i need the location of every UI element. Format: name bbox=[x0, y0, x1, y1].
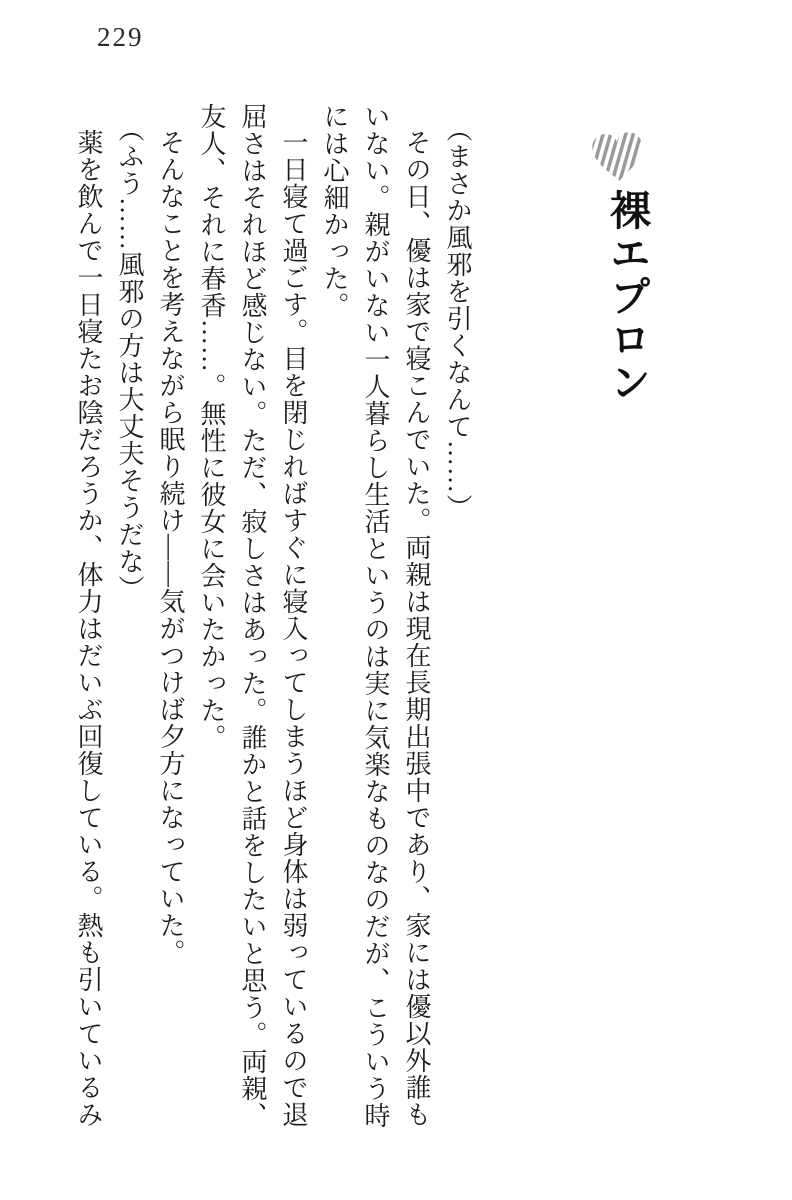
paragraph-monologue-1: （まさか風邪を引くなんて……） bbox=[443, 116, 472, 521]
page-number: 229 bbox=[97, 22, 144, 52]
paragraph-narration-1: その日、優は家で寝こんでいた。両親は現在長期出張中であり、家には優以外誰もいない。親がいない一人暮らし生活というのは実に気楽なものなのだが、こういう時には心細かった。 bbox=[320, 103, 431, 1129]
body-text bbox=[68, 103, 478, 1143]
chapter-title: 裸エプロン bbox=[604, 189, 650, 404]
paragraph-narration-4: 薬を飲んで一日寝たお陰だろうか、体力はだいぶ回復している。熱も引いているみ bbox=[74, 129, 103, 1128]
paragraph-narration-2: 一日寝て過ごす。目を閉じればすぐに寝入ってしまうほど身体は弱っているので退屈さはそれほど感じない。ただ、寂しさはあった。誰かと話をしたいと思う。両親、友人、それに春香……。無性に彼女に会いたかった。 bbox=[197, 103, 308, 1129]
paragraph-narration-3: そんなことを考えながら眠り続け――気がつけば夕方になっていた。 bbox=[156, 129, 185, 966]
heart-icon bbox=[587, 127, 649, 189]
paragraph-monologue-2: （ふう……風邪の方は大丈夫そうだな） bbox=[115, 116, 144, 602]
